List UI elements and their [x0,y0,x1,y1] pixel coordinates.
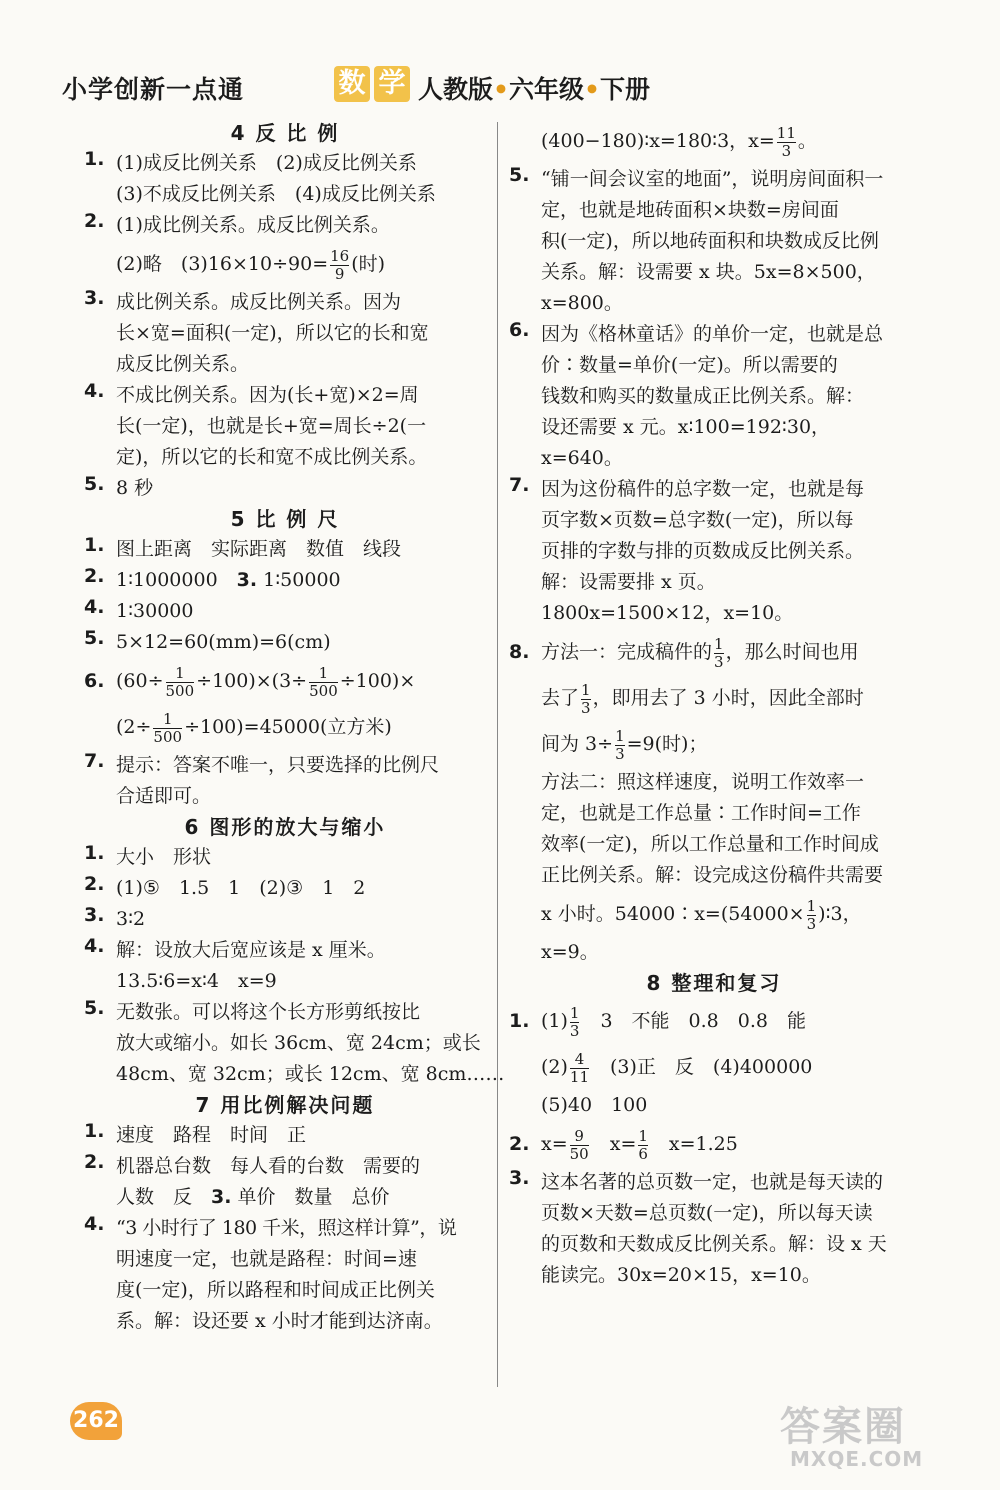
right-column [509,118,919,1291]
subject-badge [334,66,410,102]
question: 7. 因为这份稿件的总字数一定，也就是每 页字数×页数=总字数(一定)，所以每 页排的字数与排的页数成反比例关系。 解：设需要排 x 页。 1800x=1500×12，x=10。 [509,474,865,624]
edition-info: 人教版•六年级•下册 [418,75,651,104]
question: 4. 1∶30000 [84,596,194,622]
subject-char-1: 数 [334,66,370,102]
question: 1. (1)成反比例关系 (2)成反比例关系 (3)不成反比例关系 (4)成反比例关系 [84,148,436,205]
question: 4. 不成比例关系。因为(长+宽)×2=周 长(一定)，也就是长+宽=周长÷2(一 定)，所以它的长和宽不成比例关系。 [84,380,428,468]
question: 2. (1)⑤ 1.5 1 (2)③ 1 2 [84,873,366,899]
subject-char-2: 学 [374,66,410,102]
question: 4. “3 小时行了 180 千米，照这样计算”，说 明速度一定，也就是路程：时间=速 度(一定)，所以路程和时间成正比例关 系。解：设还要 x 小时才能到达济南。 [84,1213,457,1332]
section-title: 6 图形的放大与缩小 [184,815,386,839]
question: 6. (60÷ $\frac{1}{500}$ ÷100)×(3÷ $\frac{1}{500}$ ÷100)× (2÷ $\frac{1}{500}$ ÷100)=45000(立方米) [84,663,416,746]
question: 1. 大小 形状 [84,842,212,868]
fraction: $\frac{16}{9}$ [330,246,350,283]
page-header [62,66,942,106]
question: 1. 图上距离 实际距离 数值 线段 [84,534,402,560]
series-title: 小学创新一点通 [62,75,245,104]
question: 5. 8 秒 [84,473,154,499]
question: 2. 1∶1000000 3. 1∶50000 [84,565,341,591]
section-title: 7 用比例解决问题 [195,1093,375,1117]
watermark: 答案圈 MXQE.COM [780,1404,924,1471]
question: 6. 因为《格林童话》的单价一定，也就是总 价∶数量=单价(一定)。所以需要的 钱数和购买的数量成正比例关系。解： 设还需要 x 元。x∶100=192∶30， x=640。 [509,319,884,469]
section-title: 4 反 比 例 [230,121,340,145]
page-number: 262 [70,1402,122,1440]
left-column [84,118,505,1337]
question: 3. 3∶2 [84,904,146,930]
question: 5. “铺一间会议室的地面”，说明房间面积一 定，也就是地砖面积×块数=房间面 积(一定)，所以地砖面积和块数成反比例 关系。解：设需要 x 块。5x=8×500， x=800。 [509,164,884,314]
section-title: 8 整理和复习 [646,971,782,995]
section-title: 5 比 例 尺 [230,507,340,531]
question: 1. 速度 路程 时间 正 [84,1120,307,1146]
question: 1. (1) $\frac{1}{3}$ 3 不能 0.8 0.8 能 (2) $\frac{4}{11}$ (3)正 反 (4)400000 (5)40 100 [509,1003,813,1116]
question: 5. 5×12=60(mm)=6(cm) [84,627,331,653]
question: 3. 这本名著的总页数一定，也就是每天读的 页数×天数=总页数(一定)，所以每天读 的页数和天数成反比例关系。解：设 x 天 能读完。30x=20×15，x=10。 [509,1167,887,1286]
question: 2. (1)成比例关系。成反比例关系。 (2)略 (3)16×10÷90= $\frac{16}{9}$ (时) [84,210,390,283]
question: 4. 解：设放大后宽应该是 x 厘米。 13.5∶6=x∶4 x=9 [84,935,386,992]
question: 7. 提示：答案不唯一，只要选择的比例尺 合适即可。 [84,750,440,807]
dot-icon: • [584,75,600,104]
question: 5. 无数张。可以将这个长方形剪纸按比 放大或缩小。如长 36cm、宽 24cm；或长 48cm、宽 32cm；或长 12cm、宽 8cm…… [84,997,505,1085]
question: 3. 成比例关系。成反比例关系。因为 长×宽=面积(一定)，所以它的长和宽 成反比例关系。 [84,287,429,375]
column-divider [497,122,498,1387]
question: 2. 机器总台数 每人看的台数 需要的 人数 反 3. 单价 数量 总价 [84,1151,421,1208]
question: 2. x= $\frac{9}{50}$ x= $\frac{1}{6}$ x=1.25 [509,1126,738,1163]
question: 8. 方法一：完成稿件的 $\frac{1}{3}$ ，那么时间也用 去了 $\frac{1}{3}$ ，即用去了 3 小时，因此全部时 间为 3÷ $\frac{1}{3}$ =9(时)； 方法二：照这样速度，说明工作效率一 定，也就是工作总量∶工作时间=工作 效率(一定)，所以工作总量和工作时间成 正比例关系。解：设完成这份稿件共需要 x 小时。54000∶x=(54000× $\frac{1}{3}$ )∶3， x=9。 [509,634,884,963]
dot-icon: • [493,75,509,104]
question-continued: (400−180)∶x=180∶3，x= $\frac{11}{3}$ 。 [541,123,817,160]
